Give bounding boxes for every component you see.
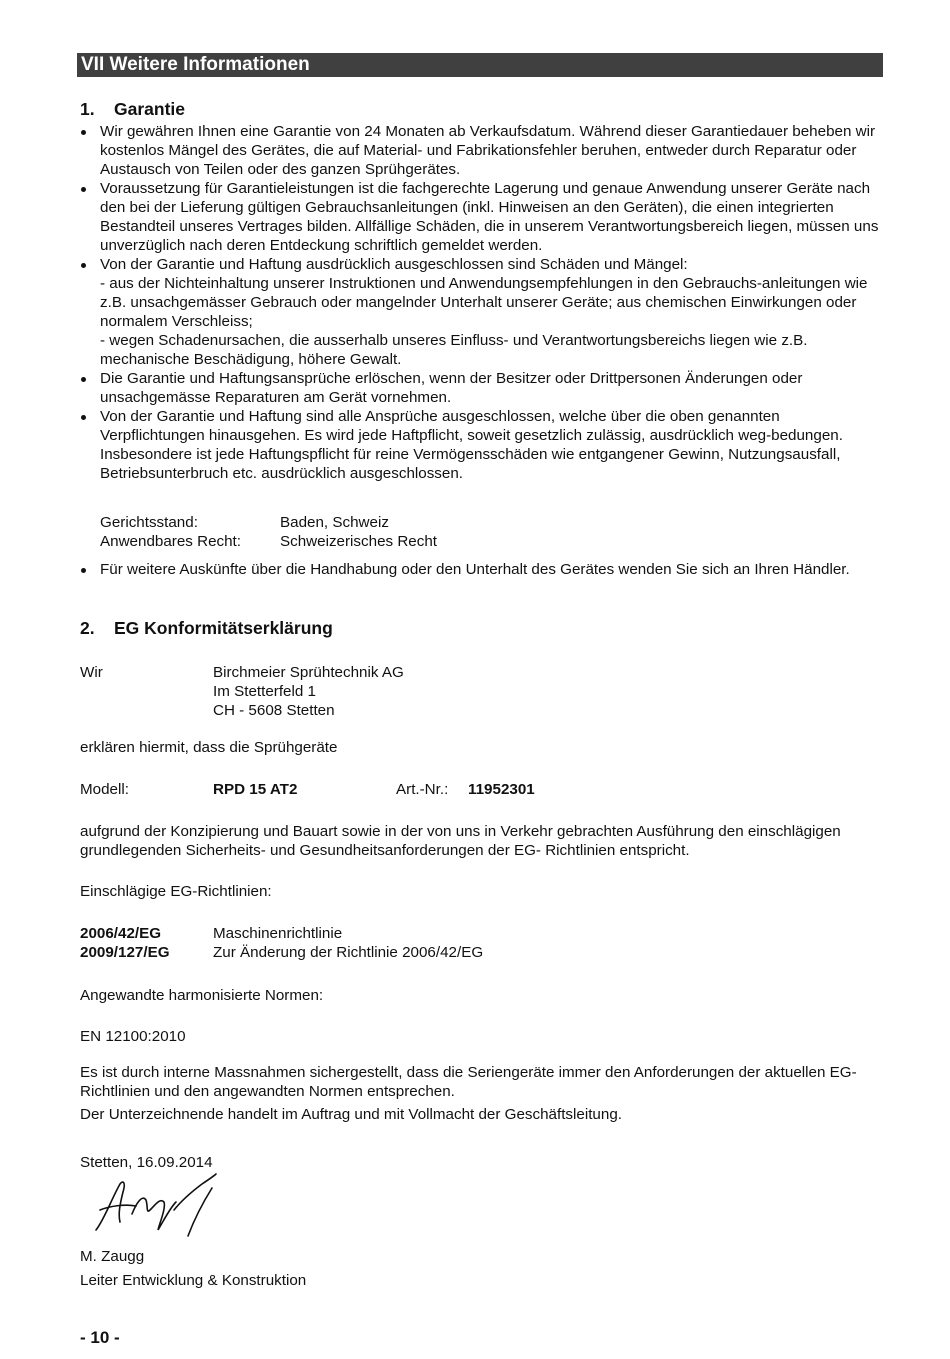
garantie-heading <box>80 99 185 119</box>
address-street: Im Stetterfeld 1 <box>213 683 316 700</box>
unterzeichnende-text: Der Unterzeichnende handelt im Auftrag und mit Vollmacht der Geschäftsleitung. <box>80 1106 622 1123</box>
signature-image <box>90 1170 225 1242</box>
erklaeren-text: erklären hiermit, dass die Sprühgeräte <box>80 739 338 756</box>
list-item <box>80 255 880 369</box>
konformitaet-number: 2. <box>80 618 95 638</box>
normen-label: Angewandte harmonisierte Normen: <box>80 987 324 1004</box>
list-item <box>80 407 880 483</box>
richtlinie-code: 2006/42/EG <box>80 925 162 942</box>
signer-name: M. Zaugg <box>80 1248 145 1265</box>
garantie-title: Garantie <box>114 99 185 119</box>
recht-label: Anwendbares Recht: <box>100 533 241 550</box>
artnr-label: Art.-Nr.: <box>396 781 449 798</box>
aufgrund-text: aufgrund der Konzipierung und Bauart sowie in der von uns in Verkehr gebrachten Ausführung den einschlägigen grundlegenden Sicherheits- und Gesundheitsanforderungen der EG- Richtlinien entspricht. <box>80 823 841 859</box>
company-address <box>213 663 404 720</box>
modell-label: Modell: <box>80 781 129 798</box>
list-item <box>80 560 880 579</box>
modell-value: RPD 15 AT2 <box>213 781 298 798</box>
garantie-number: 1. <box>80 99 95 119</box>
richtlinie-desc: Zur Änderung der Richtlinie 2006/42/EG <box>213 944 484 961</box>
recht-value: Schweizerisches Recht <box>280 533 437 550</box>
signer-title: Leiter Entwicklung & Konstruktion <box>80 1272 307 1289</box>
bullet-text: Voraussetzung für Garantieleistungen ist die fachgerechte Lagerung und genaue Anwendung unserer Geräte nach den bei der Lieferung gültigen Gebrauchsanleitungen (inkl. Hinweisen an den Geräten), die einen integrierten Bestandteil unseres Vertrages bilden. Allfällige Schäden, die in unserem Verantwortungsbereich liegen, müssen uns unverzüglich nach deren Entdeckung schriftlich gemeldet werden. <box>100 180 879 254</box>
garantie-bullet-list <box>80 122 880 483</box>
bullet-text: Die Garantie und Haftungsansprüche erlöschen, wenn der Besitzer oder Drittpersonen Änderungen oder unsachgemässe Reparaturen am Gerät vornehmen. <box>100 370 803 406</box>
bullet-text: Wir gewähren Ihnen eine Garantie von 24 Monaten ab Verkaufsdatum. Während dieser Garantiedauer beheben wir kostenlos Mängel des Gerätes, die auf Material- und Fabrikationsfehler beruhen, entweder durch Reparatur oder Austausch von Teilen oder des ganzen Sprühgerätes. <box>100 123 876 178</box>
section-header: VII Weitere Informationen <box>77 53 883 77</box>
gerichtsstand-value: Baden, Schweiz <box>280 514 389 531</box>
bullet-subline: - aus der Nichteinhaltung unserer Instruktionen und Anwendungsempfehlungen in den Gebrauchs-anleitungen wie z.B. unsachgemässer Gebrauch oder mangelnder Unterhalt unserer Geräte; aus chemischen Einwirkungen oder normalem Verschleiss; <box>100 275 868 330</box>
recht-row <box>100 532 437 551</box>
bullet-text: Für weitere Auskünfte über die Handhabung oder den Unterhalt des Gerätes wenden Sie sich an Ihren Händler. <box>100 561 850 578</box>
richtlinie-code: 2009/127/EG <box>80 944 170 961</box>
wir-label: Wir <box>80 664 103 681</box>
list-item <box>80 122 880 179</box>
address-city: CH - 5608 Stetten <box>213 702 335 719</box>
list-item <box>80 179 880 255</box>
bullet-text: Von der Garantie und Haftung sind alle Ansprüche ausgeschlossen, welche über die oben genannten Verpflichtungen hinausgehen. Es wird jede Haftpflicht, soweit gesetzlich zulässig, ausdrücklich weg-bedungen. Insbesondere ist jede Haftungspflicht für reine Vermögensschäden wie entgangener Gewinn, Nutzungsausfall, Betriebsunterbruch etc. ausdrücklich ausgeschlossen. <box>100 408 843 482</box>
richtlinien-label: Einschlägige EG-Richtlinien: <box>80 883 272 900</box>
company-name: Birchmeier Sprühtechnik AG <box>213 664 404 681</box>
list-item <box>80 369 880 407</box>
page-number: - 10 - <box>80 1328 120 1347</box>
bullet-text: Von der Garantie und Haftung ausdrücklich ausgeschlossen sind Schäden und Mängel: <box>100 256 688 273</box>
richtlinie-desc: Maschinenrichtlinie <box>213 925 343 942</box>
gerichtsstand-label: Gerichtsstand: <box>100 514 198 531</box>
norm-value: EN 12100:2010 <box>80 1028 186 1045</box>
garantie-final-list <box>80 560 880 579</box>
artnr-value: 11952301 <box>468 781 535 798</box>
place-date: Stetten, 16.09.2014 <box>80 1154 213 1171</box>
konformitaet-title: EG Konformitätserklärung <box>114 618 333 638</box>
gerichtsstand-row <box>100 513 389 532</box>
konformitaet-heading <box>80 618 333 638</box>
bullet-subline: - wegen Schadenursachen, die ausserhalb unseres Einfluss- und Verantwortungsbereichs liegen wie z.B. mechanische Beschädigung, höhere Gewalt. <box>100 332 808 368</box>
massnahmen-text: Es ist durch interne Massnahmen sichergestellt, dass die Seriengeräte immer den Anforderungen der aktuellen EG-Richtlinien und den angewandten Normen entsprechen. <box>80 1064 857 1100</box>
